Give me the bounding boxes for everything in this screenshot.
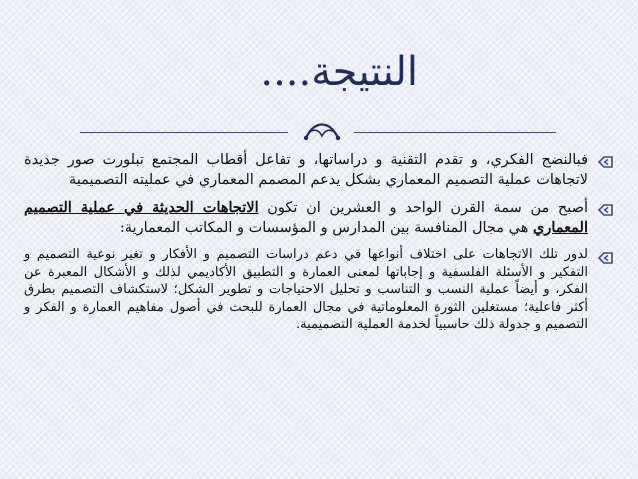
bullet-item xyxy=(24,246,614,334)
arrow-bullet-icon xyxy=(596,250,614,264)
bullet-text: لدور تلك الاتجاهات على اختلاف أنواعها في دعم دراسات التصميم و الأفكار و تغير نوعية التصميم و التفكير و الأسئلة الفلسفية و إجاباتها لمعنى العمارة و التطبيق الأكاديمي لذلك و الأشكال المعبرة عن الفكر، و أيضاً عملية النسب و التناسب و تحليل الاحتياجات و تطوير الشكل؛ لاستكشاف التصميم بطرق أكثر فاعلية؛ مستغلين الثورة المعلوماتية في مجال العمارة للبحث في أصول مفاهيم العمارة و الفكر و التصميم و جدولة ذلك حاسبياً لخدمة العملية التصميمية. xyxy=(24,247,588,332)
arrow-bullet-icon xyxy=(596,154,614,168)
bullet-text: فبالنضج الفكري، و تقدم التقنية و دراساتها، و تفاعل أقطاب المجتمع تبلورت صور جديدة لاتجاهات عملية التصميم المعماري بشكل يدعم المصمم المعماري في عمليته التصميمية xyxy=(24,152,588,188)
emphasized-phrase: الاتجاهات الحديثة في عملية التصميم المعماري xyxy=(24,199,588,236)
bullet-item xyxy=(24,150,614,190)
bullet-text-part: هي مجال المنافسة بين المدارس و المؤسسات و المكاتب المعمارية: xyxy=(119,220,534,236)
bullet-text-part: أصبح من سمة القرن الواحد و العشرين ان تكون xyxy=(258,200,588,216)
title-rule-right xyxy=(354,132,556,133)
scroll-flourish-icon xyxy=(300,116,344,146)
bullet-list xyxy=(24,150,614,342)
title-rule-left xyxy=(80,132,288,133)
arrow-bullet-icon xyxy=(596,202,614,216)
slide-title: النتيجة.... xyxy=(260,49,418,95)
bullet-item xyxy=(24,198,614,238)
bullet-text xyxy=(24,198,588,238)
